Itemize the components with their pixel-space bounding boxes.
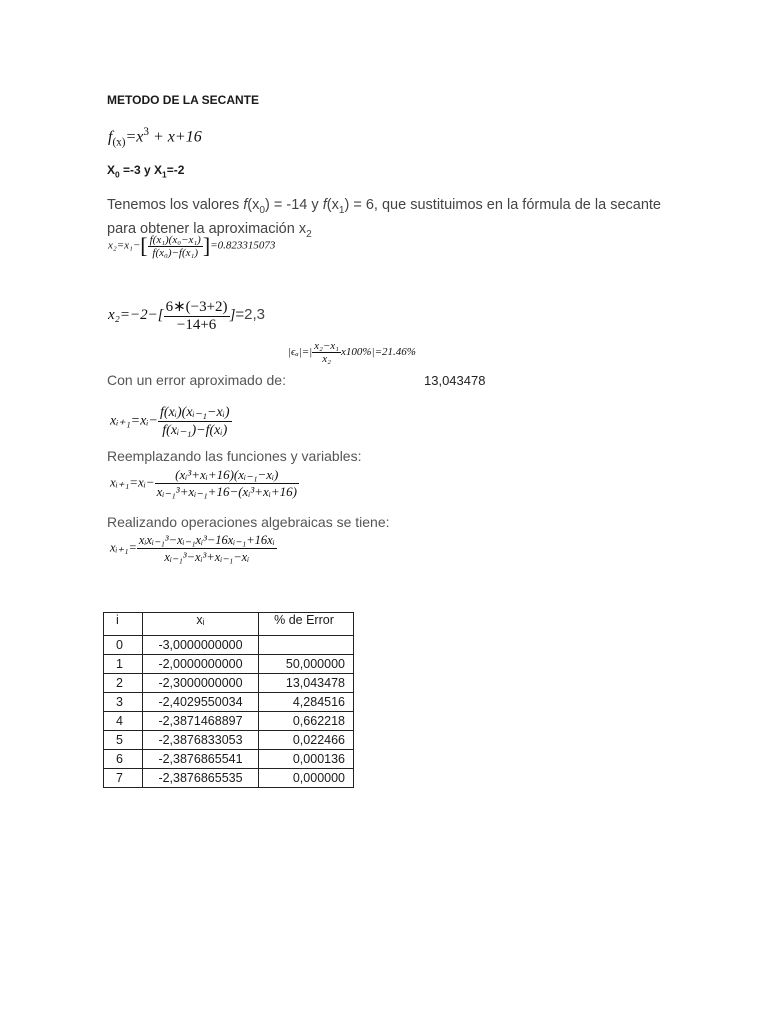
- cell-xi: -2,3871468897: [143, 712, 259, 731]
- secant-formula-values: [108, 297, 265, 334]
- replace-numerator: (xᵢ³+xᵢ+16)(xᵢ₋₁−xᵢ): [175, 467, 279, 482]
- table-row: [104, 712, 354, 731]
- para-x1: (x: [326, 197, 339, 213]
- para-f-1: f: [322, 197, 327, 213]
- para-f-0: f: [243, 197, 248, 213]
- algebra-text: Realizando operaciones algebraicas se tiene:: [107, 514, 390, 530]
- function-exponent: 3: [143, 126, 149, 138]
- cell-i: 0: [104, 636, 143, 655]
- algebra-denominator: xᵢ₋₁³−xᵢ³+xᵢ₋₁−xᵢ: [137, 548, 277, 565]
- iteration-table: [103, 612, 354, 788]
- cell-error: 0,000136: [259, 750, 354, 769]
- para-part-2: ) = -14 y: [265, 197, 323, 213]
- function-rhs-a: =x: [125, 128, 144, 146]
- cell-i: 5: [104, 731, 143, 750]
- cell-i: 2: [104, 674, 143, 693]
- function-definition: [108, 126, 202, 149]
- function-name: f: [108, 128, 113, 146]
- formula2-result: =2,3: [235, 305, 266, 323]
- cell-error: 50,000000: [259, 655, 354, 674]
- para-x0-sub: 0: [259, 204, 266, 216]
- x0-value: =-3 y X: [119, 163, 163, 177]
- table-row: [104, 655, 354, 674]
- initial-values: [107, 163, 184, 179]
- error-value: 13,043478: [424, 373, 486, 388]
- simplified-formula: [110, 532, 277, 565]
- x0-sub: 0: [115, 169, 120, 180]
- header-i: i: [104, 613, 143, 636]
- relative-error-formula: [288, 340, 416, 365]
- table-row: [104, 731, 354, 750]
- x1-sub: 1: [162, 169, 167, 180]
- table-row: [104, 674, 354, 693]
- formula2-denominator: −14+6: [164, 316, 230, 334]
- error-label: Con un error aproximado de:: [107, 372, 286, 388]
- cell-error: 0,000000: [259, 769, 354, 788]
- cell-xi: -2,0000000000: [143, 655, 259, 674]
- table-header-row: [104, 613, 354, 636]
- table-row: [104, 750, 354, 769]
- replace-denominator: xᵢ₋₁³+xᵢ₋₁+16−(xᵢ³+xᵢ+16): [156, 484, 297, 499]
- para-part-3: ) = 6, que sustituimos en la fórmula de la secante para obtener la aproximación x: [107, 197, 661, 237]
- cell-xi: -3,0000000000: [143, 636, 259, 655]
- algebra-lhs: xᵢ₊₁=: [110, 540, 137, 555]
- cell-error: 4,284516: [259, 693, 354, 712]
- cell-i: 3: [104, 693, 143, 712]
- page-title: METODO DE LA SECANTE: [107, 93, 260, 107]
- x1-value: =-2: [166, 163, 185, 177]
- formula1-result: =0.823315073: [210, 239, 276, 252]
- cell-xi: -2,3876865541: [143, 750, 259, 769]
- cell-i: 1: [104, 655, 143, 674]
- x0-label: X: [107, 163, 116, 177]
- secant-formula-numeric: x₂=x₁−[ $\frac{\text{f(x₁)(x₀−x₁)}}{\text{f(x₀)−f(x₁)}}$ ]=0.823315073: [108, 233, 276, 259]
- table-row: [104, 769, 354, 788]
- header-xi: xᵢ: [143, 613, 259, 636]
- formula1-denominator: f(x₀)−f(x₁): [148, 246, 203, 259]
- general-numerator: f(xᵢ)(xᵢ₋₁−xᵢ): [160, 405, 230, 420]
- function-arg: (x): [112, 136, 126, 149]
- cell-xi: -2,3876833053: [143, 731, 259, 750]
- cell-i: 4: [104, 712, 143, 731]
- cell-error: 0,022466: [259, 731, 354, 750]
- formula1-lhs: x₂=x₁−: [108, 239, 141, 252]
- cell-error: 13,043478: [259, 674, 354, 693]
- para-x0: (x: [247, 197, 260, 213]
- formula1-numerator: f(x₁)(x₀−x₁): [149, 233, 201, 246]
- cell-xi: -2,3000000000: [143, 674, 259, 693]
- cell-xi: -2,3876865535: [143, 769, 259, 788]
- general-lhs: xᵢ₊₁=xᵢ−: [110, 413, 159, 429]
- cell-error: [259, 636, 354, 655]
- replace-lhs: xᵢ₊₁=xᵢ−: [110, 474, 155, 490]
- error-formula-rhs: x100%|=21.46%: [341, 346, 416, 359]
- error-formula-lhs: |ϵₐ|=|: [288, 346, 313, 359]
- table-row: [104, 636, 354, 655]
- cell-xi: -2,4029550034: [143, 693, 259, 712]
- formula2-lhs: x₂=−2−[: [108, 306, 164, 323]
- error-formula-denominator: x₂: [312, 352, 341, 365]
- general-denominator: f(xᵢ₋₁)−f(xᵢ): [158, 421, 232, 439]
- para-x2-sub: 2: [306, 228, 312, 240]
- replace-text: Reemplazando las funciones y variables:: [107, 448, 362, 464]
- error-formula-numerator: x₂−x₁: [314, 340, 339, 352]
- formula2-rhs: ]: [229, 306, 236, 323]
- formula2-numerator: 6∗(−3+2): [165, 299, 228, 315]
- cell-error: 0,662218: [259, 712, 354, 731]
- cell-i: 7: [104, 769, 143, 788]
- cell-i: 6: [104, 750, 143, 769]
- para-x1-sub: 1: [338, 204, 345, 216]
- function-rhs-b: + x+16: [153, 128, 202, 146]
- replaced-formula: [110, 467, 299, 500]
- algebra-numerator: xᵢxᵢ₋₁³−xᵢ₋₁xᵢ³−16xᵢ₋₁+16xᵢ: [138, 533, 275, 547]
- header-error: % de Error: [259, 613, 354, 636]
- general-secant-formula: [110, 404, 232, 439]
- para-part-1: Tenemos los valores: [107, 197, 244, 213]
- table-row: [104, 693, 354, 712]
